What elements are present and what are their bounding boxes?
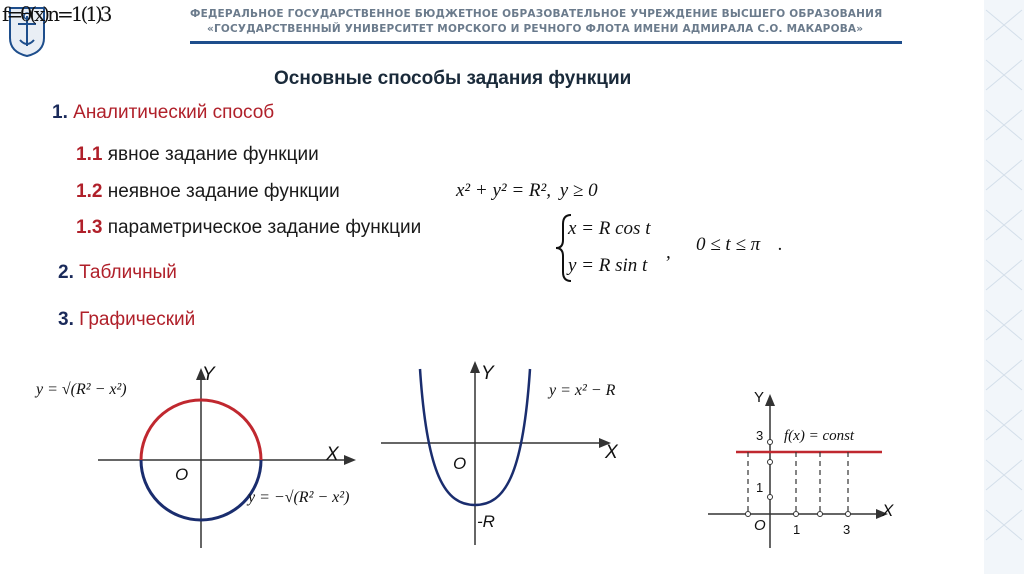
implicit-condition: y ≥ 0 xyxy=(559,180,598,201)
item-number: 1.2 xyxy=(76,181,103,202)
item-label: Табличный xyxy=(79,262,177,283)
sidebar-pattern xyxy=(984,0,1024,574)
param-range: 0 ≤ t ≤ π xyxy=(696,234,761,255)
item-number: 1.1 xyxy=(76,144,103,165)
garbled-formula-overlay: f=θ(x)n=1(1)3 xyxy=(2,2,110,26)
item-label: Графический xyxy=(79,309,196,330)
item-explicit xyxy=(76,144,319,166)
y-axis-arrow xyxy=(765,394,775,406)
parabola-graph xyxy=(375,355,665,550)
lower-formula: y = −√(R² − x²) xyxy=(248,489,350,506)
origin-label: O xyxy=(453,454,467,473)
sidebar-decoration xyxy=(984,0,1024,574)
param-comma: , xyxy=(666,242,671,263)
constant-graph xyxy=(700,382,910,552)
x-axis-label: X xyxy=(326,444,339,465)
y-tick-1: 1 xyxy=(756,480,764,495)
circle-graph xyxy=(30,350,370,550)
origin-label: O xyxy=(175,465,189,484)
x-axis-label: X xyxy=(882,501,894,520)
item-label: параметрическое задание функции xyxy=(107,217,422,238)
item-parametric xyxy=(76,217,421,239)
x-tick-3: 3 xyxy=(843,522,851,537)
item-table xyxy=(58,262,177,284)
implicit-formula xyxy=(456,180,598,202)
implicit-equation: x² + y² = R², xyxy=(456,180,551,201)
y-axis-arrow xyxy=(470,361,480,373)
item-number: 3. xyxy=(58,309,74,330)
origin-label: O xyxy=(754,517,766,534)
item-number: 1. xyxy=(52,102,68,123)
x-axis-arrow xyxy=(344,455,356,465)
vertex-label: -R xyxy=(477,512,495,531)
slide-title: Основные способы задания функции xyxy=(274,68,632,89)
item-label: Аналитический способ xyxy=(73,102,275,123)
y-axis-label: Y xyxy=(481,363,494,384)
item-number: 1.3 xyxy=(76,217,103,238)
institution-name-line1: ФЕДЕРАЛЬНОЕ ГОСУДАРСТВЕННОЕ БЮДЖЕТНОЕ ОБРАЗОВАТЕЛЬНОЕ УЧРЕЖДЕНИЕ ВЫСШЕГО ОБРАЗОВАНИЯ xyxy=(190,8,883,20)
parabola-formula: y = x² − R xyxy=(549,382,616,399)
item-label: явное задание функции xyxy=(107,144,319,165)
constant-formula: f(x) = const xyxy=(784,428,855,444)
institution-name-line2: «ГОСУДАРСТВЕННЫЙ УНИВЕРСИТЕТ МОРСКОГО И РЕЧНОГО ФЛОТА ИМЕНИ АДМИРАЛА С.О. МАКАРОВА» xyxy=(207,23,864,35)
x-axis-label: X xyxy=(605,442,618,463)
item-analytic xyxy=(52,102,274,124)
item-number: 2. xyxy=(58,262,74,283)
item-implicit xyxy=(76,181,340,203)
header-divider xyxy=(190,41,902,44)
x-tick-1: 1 xyxy=(793,522,801,537)
y-tick-3: 3 xyxy=(756,428,764,443)
param-y-equation: y = R sin t xyxy=(568,255,648,276)
param-x-equation: x = R cos t xyxy=(568,218,651,239)
param-dot: . xyxy=(778,234,783,255)
upper-formula: y = √(R² − x²) xyxy=(36,381,127,398)
y-axis-label: Y xyxy=(202,364,215,385)
item-label: неявное задание функции xyxy=(107,181,340,202)
item-graphic xyxy=(58,309,195,331)
y-axis-label: Y xyxy=(754,389,765,406)
